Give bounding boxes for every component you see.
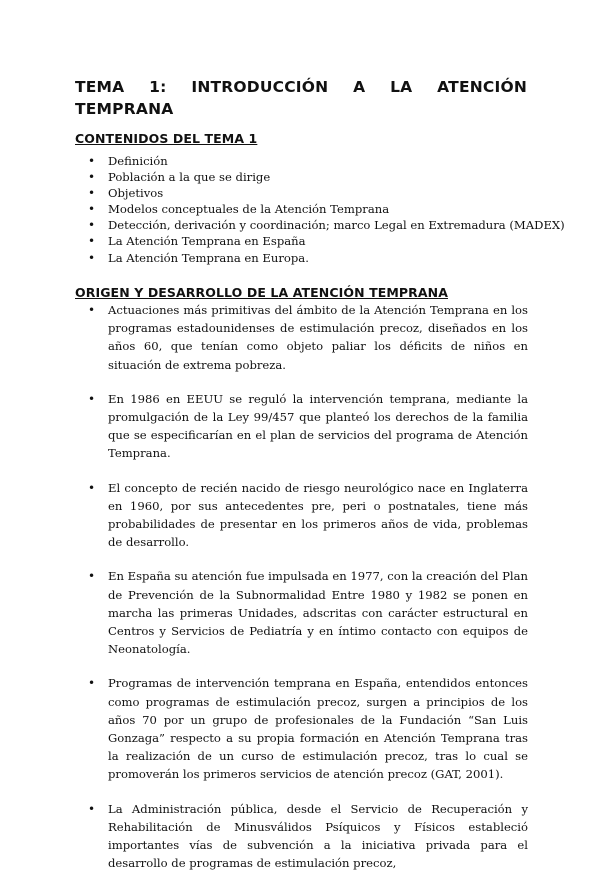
list-item: • Definición xyxy=(88,153,528,169)
paragraph-item: • En España su atención fue impulsada en 1977, con la creación del Plan de Prevención de la Subnormalidad Entre 1980 y 1982 se ponen en marcha las primeras Unidades, adscritas con carácter estructural en Centros y Servicios de Pediatría y en íntimo contacto con equipos de Neonatología. xyxy=(88,567,528,658)
list-item: • Objetivos xyxy=(88,185,528,201)
list-item: • La Atención Temprana en España xyxy=(88,233,528,249)
contents-list xyxy=(88,153,565,266)
page-title-continuation: TEMPRANA xyxy=(75,100,174,118)
list-item: • Detección, derivación y coordinación; marco Legal en Extremadura (MADEX) xyxy=(88,217,528,233)
list-item: • La Atención Temprana en Europa. xyxy=(88,250,528,266)
paragraph-item: • Actuaciones más primitivas del ámbito de la Atención Temprana en los programas estadounidenses de estimulación precoz, diseñados en los años 60, que tenían como objeto paliar los déficits de niños en situación de extrema pobreza. xyxy=(88,301,528,374)
paragraph-item: • En 1986 en EEUU se reguló la intervención temprana, mediante la promulgación de la Ley 99/457 que planteó los derechos de la familia que se especificarían en el plan de servicios del programa de Atención Temprana. xyxy=(88,390,528,463)
list-item: • Población a la que se dirige xyxy=(88,169,528,185)
paragraph-item: • La Administración pública, desde el Servicio de Recuperación y Rehabilitación de Minusválidos Psíquicos y Físicos estableció importantes vías de subvención a la iniciativa privada para el desarrollo de programas de estimulación precoz, xyxy=(88,800,528,873)
page-title: TEMA 1: INTRODUCCIÓN A LA ATENCIÓN xyxy=(75,78,527,96)
origin-list xyxy=(88,301,528,888)
list-item: • Modelos conceptuales de la Atención Temprana xyxy=(88,201,528,217)
paragraph-item: • El concepto de recién nacido de riesgo neurológico nace en Inglaterra en 1960, por sus antecedentes pre, peri o postnatales, tiene más probabilidades de presentar en los primeros años de vida, problemas de desarrollo. xyxy=(88,479,528,552)
paragraph-item: • Programas de intervención temprana en España, entendidos entonces como programas de estimulación precoz, surgen a principios de los años 70 por un grupo de profesionales de la Fundación “San Luis Gonzaga” respecto a su propia formación en Atención Temprana tras la realización de un curso de estimulación precoz, tras lo cual se promoverán los primeros servicios de atención precoz (GAT, 2001). xyxy=(88,674,528,783)
origin-heading: ORIGEN Y DESARROLLO DE LA ATENCIÓN TEMPRANA xyxy=(75,285,449,300)
contents-heading: CONTENIDOS DEL TEMA 1 xyxy=(75,131,258,146)
